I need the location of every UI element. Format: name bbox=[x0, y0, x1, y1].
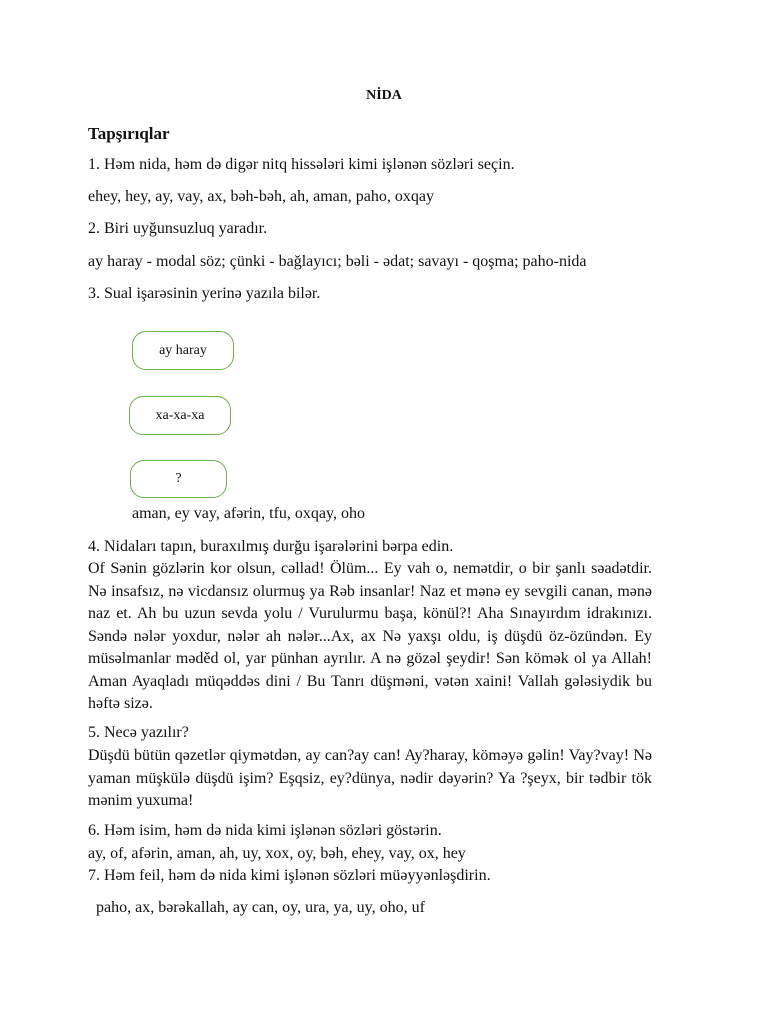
q2-prompt: 2. Biri uyğunsuzluq yaradır. bbox=[88, 220, 268, 237]
q4-text: Of Sənin gözlərin kor olsun, cəllad! Ölüm... Ey vah o, nemətdir, o bir şanlı səadətdir. Nə insafsız, nə vicdansız olurmuş ya Rəb insanlar! Naz et mənə ey sevgili canan, mənə naz et. Ah bu uzun sevda yolu / Vurulurmu başa, könül?! Aha Sınayırdım idrakınızı. Səndə nələr yoxdur, nələr ah nələr...Ax, ax Nə yaxşı oldu, iş düşdü öz-özündən. Ey müsəlmanlar məděd ol, yar pünhan ayrılır. A nə gözəl şeydir! Sən kömək ol ya Allah! Aman Ayaqladı müqəddəs dini / Bu Tanrı düşməni, vətən xaini! Vallah gələsiydik bu həftə sizə. bbox=[88, 560, 652, 712]
tasks-heading: Tapşırıqlar bbox=[88, 124, 170, 143]
q2-items: ay haray - modal söz; çünki - bağlayıcı; bəli - ədat; savayı - qoşma; paho-nida bbox=[88, 253, 587, 270]
q3-options: aman, ey vay, afərin, tfu, oxqay, oho bbox=[132, 505, 365, 522]
q5-text: Düşdü bütün qəzetlər qiymətdən, ay can?ay can! Ay?haray, köməyə gəlin! Vay?vay! Nə yaman müşkülə düşdü işim? Eşqsiz, ey?dünya, nədir dəyərin? Ya ?şeyx, bir tədbir tök mənim yuxuma! bbox=[88, 747, 652, 809]
q3-box-1 bbox=[132, 331, 234, 370]
q6-prompt: 6. Həm isim, həm də nida kimi işlənən sözləri göstərin. bbox=[88, 822, 442, 839]
q3-box-2-label: xa-xa-xa bbox=[155, 407, 205, 423]
q7-words: paho, ax, bərəkallah, ay can, oy, ura, ya, uy, oho, uf bbox=[96, 899, 425, 916]
q7-prompt: 7. Həm feil, həm də nida kimi işlənən sözləri müəyyənləşdirin. bbox=[88, 867, 491, 884]
q4-prompt: 4. Nidaları tapın, buraxılmış durğu işarələrini bərpa edin. bbox=[88, 538, 454, 555]
q3-box-3 bbox=[130, 460, 227, 498]
q3-box-1-label: ay haray bbox=[159, 342, 207, 358]
q5-prompt: 5. Necə yazılır? bbox=[88, 724, 189, 741]
q3-prompt: 3. Sual işarəsinin yerinə yazıla bilər. bbox=[88, 285, 321, 302]
q3-box-3-label: ? bbox=[175, 471, 182, 486]
q1-prompt: 1. Həm nida, həm də digər nitq hissələri kimi işlənən sözləri seçin. bbox=[88, 156, 515, 173]
q3-box-2 bbox=[129, 396, 231, 435]
q1-words: ehey, hey, ay, vay, ax, bəh-bəh, ah, aman, paho, oxqay bbox=[88, 188, 434, 205]
q6-words: ay, of, afərin, aman, ah, uy, xox, oy, bəh, ehey, vay, ox, hey bbox=[88, 845, 466, 862]
page-title: NİDA bbox=[366, 88, 402, 103]
